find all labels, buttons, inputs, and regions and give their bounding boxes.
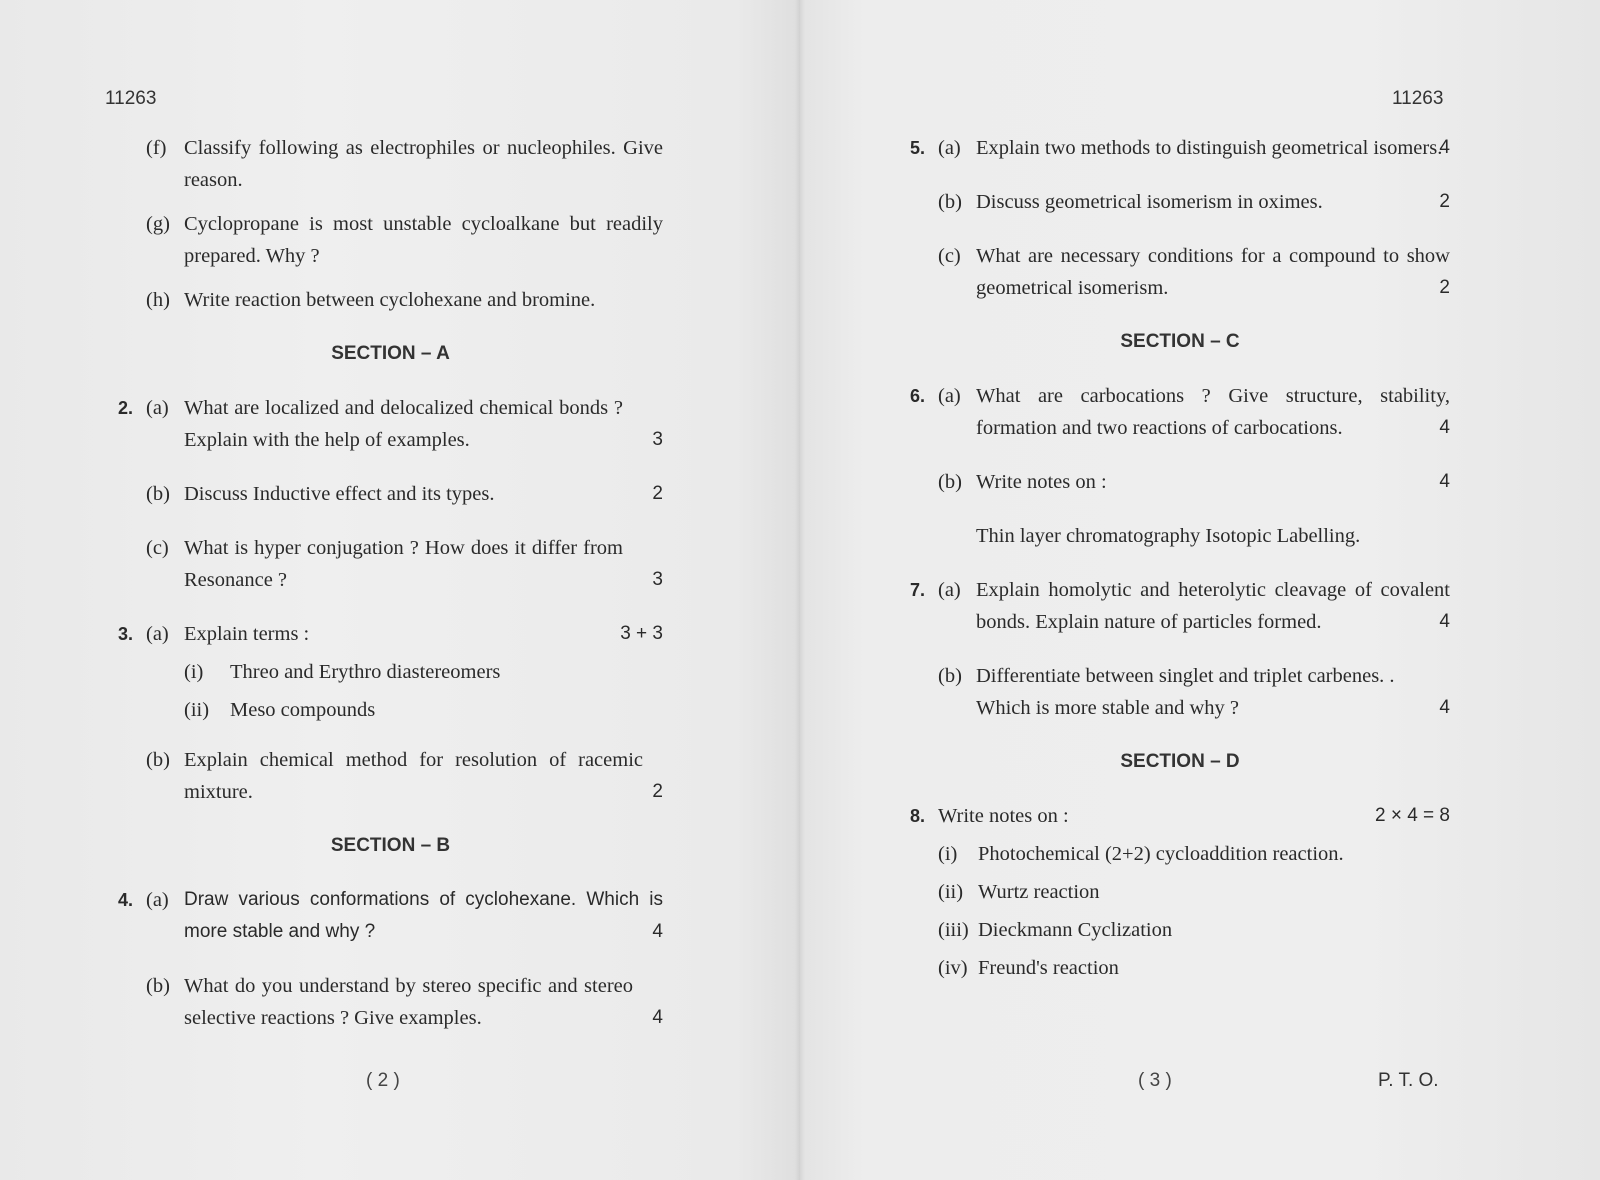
question-number: 5. [910, 138, 926, 158]
paper-code-right: 11263 [1392, 88, 1444, 109]
question-number: 7. [910, 580, 926, 600]
page-number-left: ( 2 ) [366, 1070, 400, 1091]
question-4b [118, 970, 663, 1034]
question-3a-ii [184, 694, 663, 726]
question-item-g [118, 208, 663, 272]
item-text: Draw various conformations of cyclohexane. Which is more stable and why ? [184, 889, 663, 942]
marks: 2 × 4 = 8 [1374, 805, 1450, 826]
item-label: (a) [146, 623, 169, 645]
right-column [910, 132, 1450, 984]
question-number: 3. [118, 624, 134, 644]
section-b-heading: SECTION – B [330, 835, 451, 856]
question-2a [118, 392, 663, 456]
marks: 2 [1439, 191, 1450, 212]
question-6b [910, 466, 1450, 498]
item-text: Thin layer chromatography Isotopic Labelling. [976, 525, 1361, 547]
marks: 4 [1439, 137, 1450, 158]
marks: 3 + 3 [620, 623, 663, 644]
sub-label: (i) [184, 661, 204, 683]
right-page [800, 0, 1600, 1180]
marks: 4 [1439, 417, 1450, 438]
item-text: What are carbocations ? Give structure, stability, formation and two reactions of carbocations. [976, 385, 1450, 439]
question-number: 6. [910, 386, 926, 406]
marks: 2 [1439, 277, 1450, 298]
item-label: (h) [146, 289, 170, 311]
item-text: What are necessary conditions for a compound to show geometrical isomerism. [976, 245, 1450, 299]
question-5b [910, 186, 1450, 218]
item-label: (a) [146, 397, 169, 419]
item-label: (f) [146, 137, 167, 159]
item-label: (b) [938, 665, 962, 687]
marks: 3 [652, 569, 663, 590]
item-label: (a) [938, 579, 961, 601]
item-text: Write reaction between cyclohexane and bromine. [184, 289, 596, 311]
item-text: Explain terms : [184, 623, 310, 645]
question-3a-i [184, 656, 663, 688]
item-text: Write notes on : [976, 471, 1107, 493]
question-number: 2. [118, 398, 134, 418]
section-d-heading: SECTION – D [1120, 751, 1240, 772]
question-6b-detail [910, 520, 1450, 552]
item-label: (b) [938, 191, 962, 213]
item-text: Explain two methods to distinguish geometrical isomers. [976, 137, 1443, 159]
question-8-i [938, 838, 1450, 870]
question-number: 8. [910, 806, 926, 826]
sub-text: Threo and Erythro diastereomers [230, 661, 501, 683]
question-7a [910, 574, 1450, 638]
item-text: What do you understand by stereo specific and stereo selective reactions ? Give examples. [184, 975, 633, 1029]
sub-text: Photochemical (2+2) cycloaddition reaction. [978, 843, 1344, 865]
page-fold [795, 0, 805, 1180]
item-label: (b) [938, 471, 962, 493]
question-5a [910, 132, 1450, 164]
pto-label: P. T. O. [1378, 1070, 1439, 1091]
item-text: What are localized and delocalized chemical bonds ? Explain with the help of examples. [184, 397, 623, 451]
item-text: Explain homolytic and heterolytic cleavage of covalent bonds. Explain nature of particles formed. [976, 579, 1450, 633]
sub-text: Wurtz reaction [978, 881, 1100, 903]
question-number: 4. [118, 890, 134, 910]
paper-code-left: 11263 [105, 88, 157, 109]
item-label: (g) [146, 213, 170, 235]
question-2b [118, 478, 663, 510]
item-text: What is hyper conjugation ? How does it differ from Resonance ? [184, 537, 623, 591]
marks: 4 [652, 1007, 663, 1028]
sub-label: (ii) [938, 881, 964, 903]
question-item-h [118, 284, 663, 316]
item-text: Classify following as electrophiles or nucleophiles. Give reason. [184, 137, 663, 191]
sub-label: (ii) [184, 699, 210, 721]
question-7b [910, 660, 1450, 724]
question-3a [118, 618, 663, 650]
item-label: (b) [146, 749, 170, 771]
question-3b [118, 744, 663, 808]
question-8-iii [938, 914, 1450, 946]
item-label: (a) [938, 137, 961, 159]
item-label: (b) [146, 975, 170, 997]
marks: 4 [652, 921, 663, 942]
item-text: Explain chemical method for resolution of racemic mixture. [184, 749, 643, 803]
item-label: (a) [146, 889, 169, 911]
question-8-ii [938, 876, 1450, 908]
marks: 4 [1439, 611, 1450, 632]
item-label: (c) [938, 245, 961, 267]
sub-label: (iv) [938, 957, 968, 979]
marks: 4 [1439, 697, 1450, 718]
marks: 2 [652, 781, 663, 802]
item-label: (b) [146, 483, 170, 505]
marks: 2 [652, 483, 663, 504]
question-item-f [118, 132, 663, 196]
question-4a [118, 884, 663, 948]
section-c-heading: SECTION – C [1120, 331, 1240, 352]
sub-label: (i) [938, 843, 958, 865]
section-a-heading: SECTION – A [331, 343, 450, 364]
page-number-right: ( 3 ) [1138, 1070, 1172, 1091]
question-5c [910, 240, 1450, 304]
item-text: Discuss geometrical isomerism in oximes. [976, 191, 1323, 213]
sub-text: Freund's reaction [978, 957, 1119, 979]
marks: 4 [1439, 471, 1450, 492]
item-text: Write notes on : [938, 805, 1069, 827]
marks: 3 [652, 429, 663, 450]
item-text: Cyclopropane is most unstable cycloalkane but readily prepared. Why ? [184, 213, 663, 267]
item-text: Differentiate between singlet and triplet carbenes. . Which is more stable and why ? [976, 665, 1395, 719]
question-8-iv [938, 952, 1450, 984]
question-6a [910, 380, 1450, 444]
left-column [118, 132, 663, 1034]
question-2c [118, 532, 663, 596]
item-text: Discuss Inductive effect and its types. [184, 483, 495, 505]
sub-label: (iii) [938, 919, 969, 941]
question-8 [910, 800, 1450, 832]
sub-text: Dieckmann Cyclization [978, 919, 1173, 941]
item-label: (a) [938, 385, 961, 407]
sub-text: Meso compounds [230, 699, 376, 721]
item-label: (c) [146, 537, 169, 559]
